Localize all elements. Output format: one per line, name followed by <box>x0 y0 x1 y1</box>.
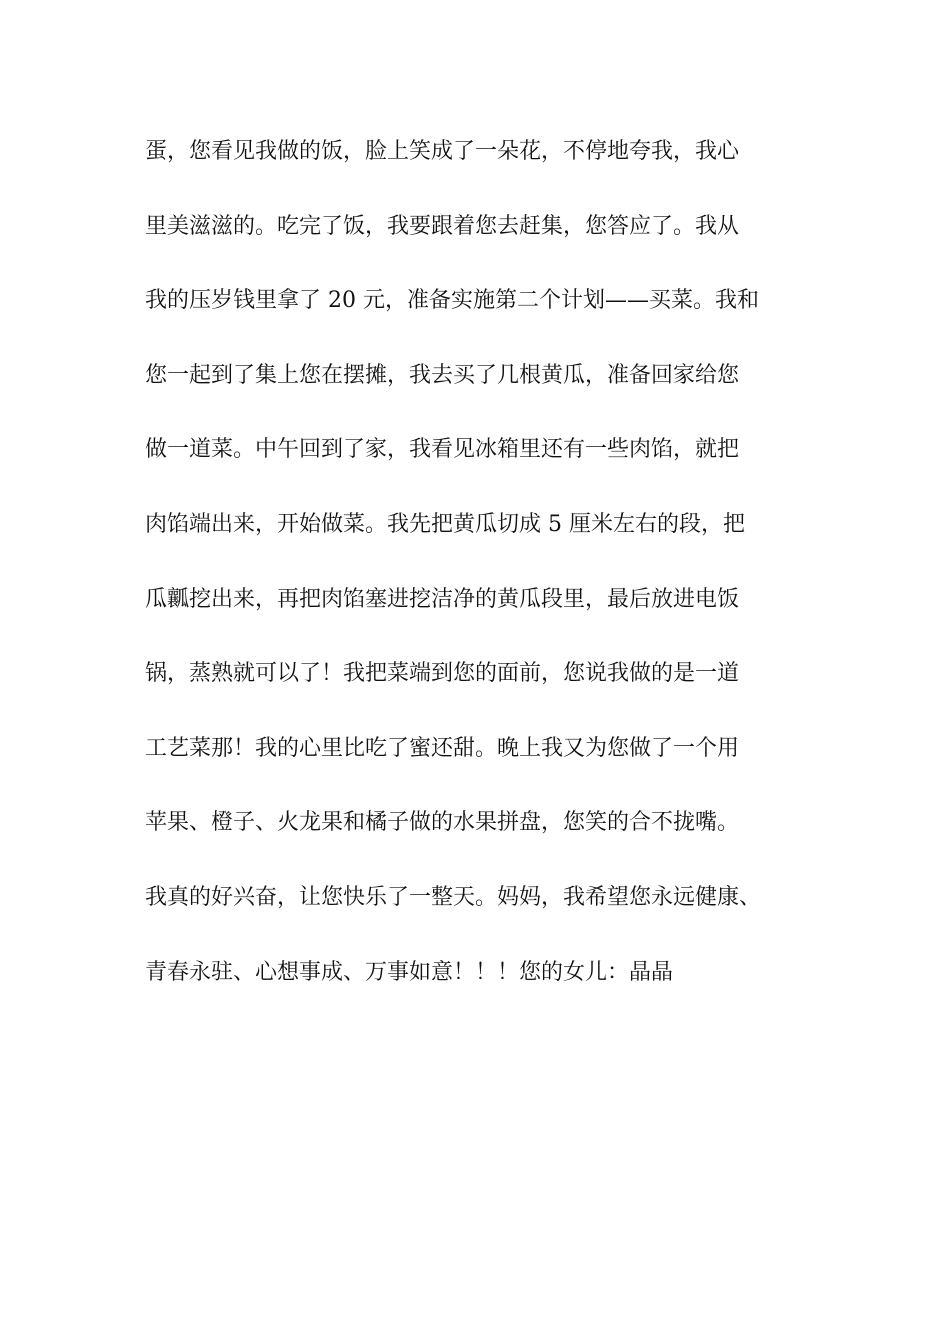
text-line: 青春永驻、心想事成、万事如意！！！您的女儿：晶晶 <box>145 959 674 985</box>
text-line: 肉馅端出来，开始做菜。我先把黄瓜切成 5 厘米左右的段，把 <box>145 511 745 537</box>
letter-body <box>145 130 845 1025</box>
text-line: 做一道菜。中午回到了家，我看见冰箱里还有一些肉馅，就把 <box>145 437 740 463</box>
text-line: 我的压岁钱里拿了 20 元，准备实施第二个计划——买菜。我和 <box>145 288 759 314</box>
text-line: 您一起到了集上您在摆摊，我去买了几根黄瓜，准备回家给您 <box>145 362 740 388</box>
text-line: 苹果、橙子、火龙果和橘子做的水果拼盘，您笑的合不拢嘴。 <box>145 810 740 836</box>
text-line: 工艺菜那！我的心里比吃了蜜还甜。晚上我又为您做了一个用 <box>145 735 740 761</box>
text-line: 锅，蒸熟就可以了！我把菜端到您的面前，您说我做的是一道 <box>145 661 740 687</box>
text-line: 里美滋滋的。吃完了饭，我要跟着您去赶集，您答应了。我从 <box>145 213 740 239</box>
text-line: 蛋，您看见我做的饭，脸上笑成了一朵花，不停地夸我，我心 <box>145 139 740 164</box>
text-line: 我真的好兴奋，让您快乐了一整天。妈妈，我希望您永远健康、 <box>145 884 762 910</box>
text-line: 瓜瓤挖出来，再把肉馅塞进挖洁净的黄瓜段里，最后放进电饭 <box>145 586 740 612</box>
